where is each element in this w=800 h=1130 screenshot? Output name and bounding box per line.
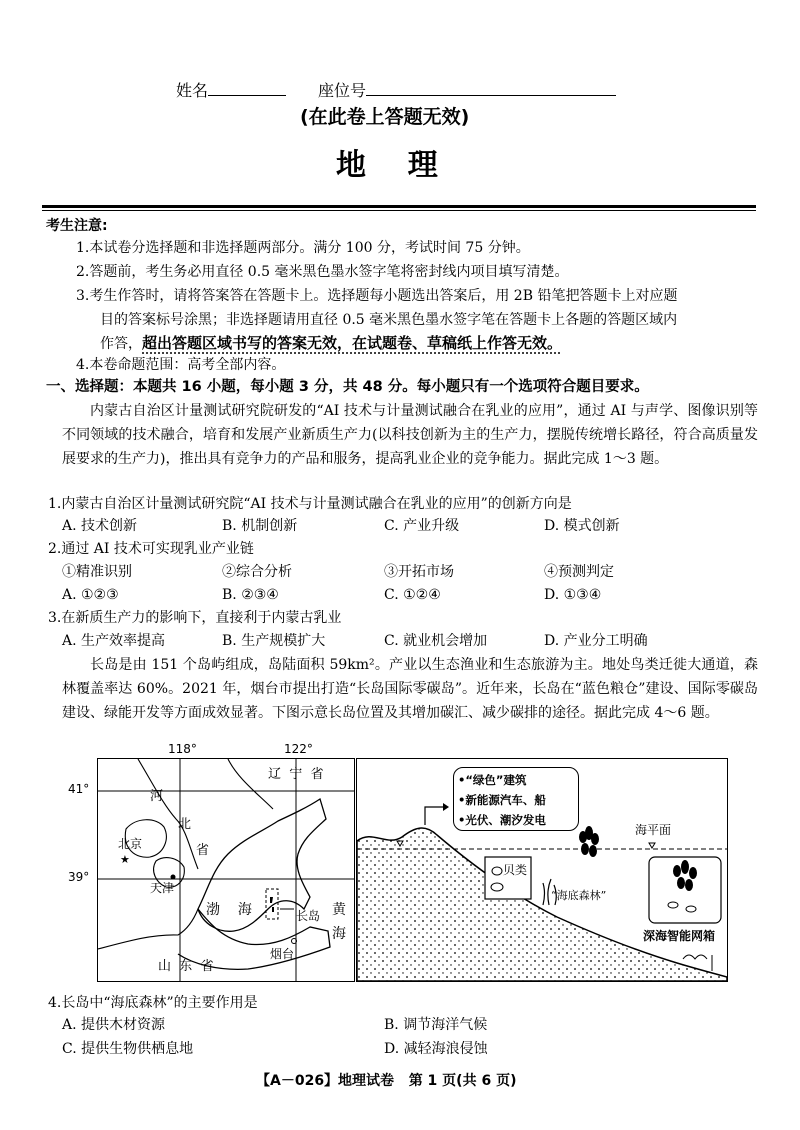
q2-option-a[interactable]: A. ①②③: [62, 587, 119, 603]
page-title: 地 理: [336, 148, 438, 183]
section-title: 一、选择题：本题共 16 小题，每小题 3 分，共 48 分。每小题只有一个选项符合题目要求。: [46, 379, 649, 395]
q1-option-a[interactable]: A. 技术创新: [62, 518, 138, 534]
label-bei: 北: [178, 817, 192, 832]
q3-option-c[interactable]: C. 就业机会增加: [384, 633, 488, 649]
invalid-notice: (在此卷上答题无效): [300, 106, 470, 128]
label-sheng1: 省: [196, 843, 210, 858]
q3-option-b[interactable]: B. 生产规模扩大: [222, 633, 326, 649]
q2-stem: 2.通过 AI 技术可实现乳业产业链: [48, 541, 254, 557]
label-liaoning: 辽 宁 省: [268, 767, 324, 782]
passage-2: 长岛是由 151 个岛屿组成，岛陆面积 59km²。产业以生态渔业和生态旅游为主。地处鸟类迁徙大通道，森林覆盖率达 60%。2021 年，烟台市提出打造“长岛国际零碳岛”。近年来，长岛在“蓝色粮仓”建设、国际零碳岛建设、绿能开发等方面成效显著。下图示意长岛位置及其增加碳汇、减少碳排的途径。据此完成 4～6 题。: [62, 657, 758, 721]
q2-option-d[interactable]: D. ①③④: [544, 587, 602, 603]
lat-label-41: 41°: [68, 782, 90, 796]
q2-item-1: ①精准识别: [62, 564, 132, 580]
label-yantai: 烟台: [270, 947, 295, 961]
label-he: 河: [150, 789, 164, 804]
q2-option-c[interactable]: C. ①②④: [384, 587, 441, 603]
measure-green-building: •“绿色”建筑: [458, 773, 527, 787]
measure-new-energy: •新能源汽车、船: [458, 793, 546, 807]
q2-item-3: ③开拓市场: [384, 564, 454, 580]
q4-option-a[interactable]: A. 提供木材资源: [62, 1017, 166, 1033]
lon-label-118: 118°: [168, 742, 197, 756]
q4-option-d[interactable]: D. 减轻海浪侵蚀: [384, 1041, 488, 1057]
name-field-label: 姓名: [176, 78, 286, 101]
label-deep-sea-cage: 深海智能网箱: [643, 929, 716, 943]
seat-field-label: 座位号: [318, 78, 616, 101]
label-sea-level: 海平面: [635, 823, 672, 837]
notice-emphasis: 超出答题区域书写的答案无效，在试题卷、草稿纸上作答无效。: [142, 334, 563, 352]
measure-pv-tidal: •光伏、潮汐发电: [458, 813, 546, 827]
map-outline: [98, 759, 354, 981]
measures-box: [453, 767, 579, 831]
label-tianjin: 天津: [150, 881, 175, 895]
notice-title: 考生注意:: [46, 218, 108, 234]
q4-option-c[interactable]: C. 提供生物供栖息地: [62, 1041, 194, 1057]
header-rule-thin: [42, 210, 756, 211]
svg-text:★: ★: [120, 853, 130, 866]
label-sea-forest: “海底森林”: [551, 889, 607, 902]
passage-1: 内蒙古自治区计量测试研究院研发的“AI 技术与计量测试融合在乳业的应用”，通过 AI 与声学、图像识别等不同领域的技术融合，培育和发展产业新质生产力(以科技创新为主的生产力，摆脱传统增长路径，符合高质量发展要求的生产力)，推出具有竞争力的产品和服务，提高乳业企业的竞争能力。据此完成 1～3 题。: [62, 403, 758, 467]
label-bohai: 渤 海: [206, 902, 252, 918]
q2-option-b[interactable]: B. ②③④: [222, 587, 279, 603]
notice-item-3a: 3.考生作答时，请将答案答在答题卡上。选择题每小题选出答案后，用 2B 铅笔把答题卡上对应题: [76, 288, 678, 304]
q2-item-4: ④预测判定: [544, 564, 614, 580]
q3-option-a[interactable]: A. 生产效率提高: [62, 633, 166, 649]
label-shandong: 山 东 省: [158, 959, 214, 974]
label-hai2: 海: [332, 926, 346, 942]
q1-stem: 1.内蒙古自治区计量测试研究院“AI 技术与计量测试融合在乳业的应用”的创新方向是: [48, 496, 572, 512]
q1-option-c[interactable]: C. 产业升级: [384, 518, 460, 534]
notice-item-4: 4.本卷命题范围：高考全部内容。: [76, 357, 286, 373]
q4-stem: 4.长岛中“海底森林”的主要作用是: [48, 995, 258, 1011]
page-footer: [256, 1070, 516, 1090]
footer-code: 【A－026】地理试卷: [256, 1073, 395, 1089]
q1-option-b[interactable]: B. 机制创新: [222, 518, 298, 534]
location-map: [97, 758, 355, 982]
q3-stem: 3.在新质生产力的影响下，直接利于内蒙古乳业: [48, 610, 342, 626]
header-rule-thick: [42, 205, 756, 208]
notice-item-3b: 目的答案标号涂黑；非选择题请用直径 0.5 毫米黑色墨水签字笔在答题卡上各题的答题区域内: [100, 312, 678, 328]
carbon-diagram: [356, 758, 728, 982]
label-shellfish: 贝类: [503, 863, 528, 877]
lon-label-122: 122°: [284, 742, 313, 756]
q3-option-d[interactable]: D. 产业分工明确: [544, 633, 648, 649]
label-changdao: 长岛: [296, 909, 321, 923]
notice-item-2: 2.答题前，考生务必用直径 0.5 毫米黑色墨水签字笔将密封线内项目填写清楚。: [76, 264, 569, 280]
notice-item-1: 1.本试卷分选择题和非选择题两部分。满分 100 分，考试时间 75 分钟。: [76, 240, 530, 256]
label-beijing: 北京: [118, 837, 143, 851]
q4-option-b[interactable]: B. 调节海洋气候: [384, 1017, 488, 1033]
kelp-icon: [579, 826, 599, 857]
footer-page: 第 1 页(共 6 页): [408, 1073, 517, 1089]
q2-item-2: ②综合分析: [222, 564, 292, 580]
lat-label-39: 39°: [68, 870, 90, 884]
notice-item-3c: 作答，超出答题区域书写的答案无效，在试题卷、草稿纸上作答无效。: [100, 334, 563, 352]
q1-option-d[interactable]: D. 模式创新: [544, 518, 620, 534]
label-huang: 黄: [332, 902, 346, 918]
figure: [60, 738, 740, 983]
